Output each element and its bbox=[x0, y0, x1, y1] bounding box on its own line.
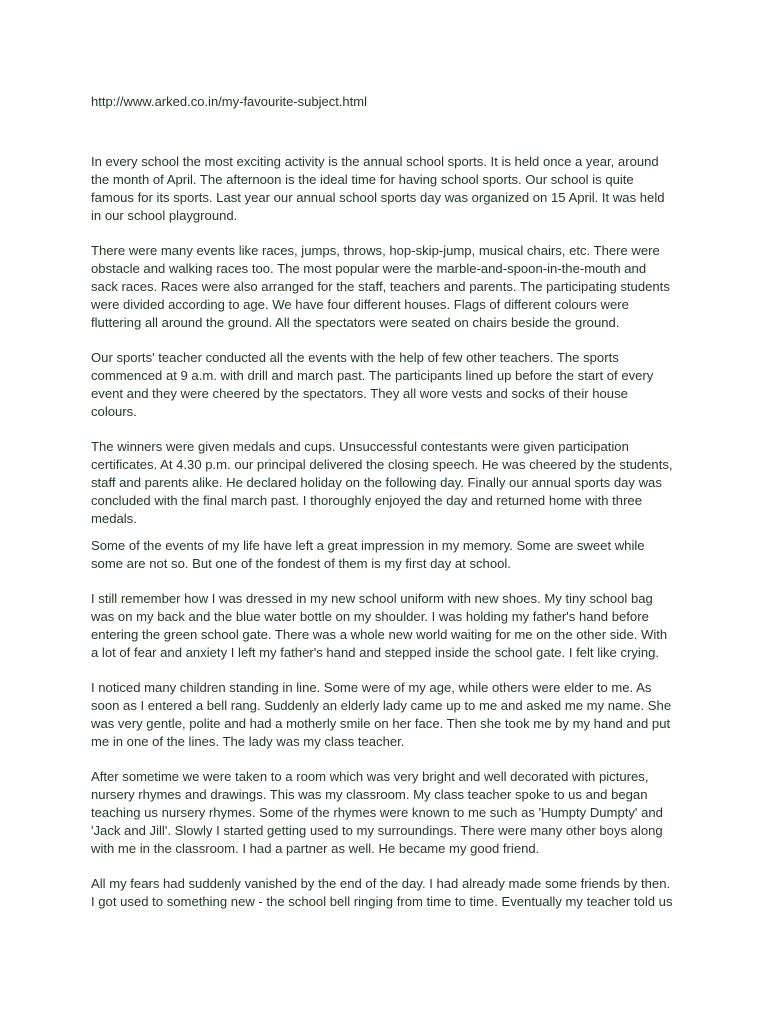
text-line: commenced at 9 a.m. with drill and march past. The participants lined up before the start of every bbox=[91, 368, 654, 383]
text-line: 'Jack and Jill'. Slowly I started getting used to my surroundings. There were many other boys along bbox=[91, 823, 663, 838]
paragraph-4 bbox=[91, 438, 691, 528]
text-line: colours. bbox=[91, 404, 137, 419]
text-line: was very gentle, polite and had a motherly smile on her face. Then she took me by my hand and put bbox=[91, 716, 671, 731]
text-line: There were many events like races, jumps, throws, hop-skip-jump, musical chairs, etc. There were bbox=[91, 243, 660, 258]
text-line: staff and parents alike. He declared holiday on the following day. Finally our annual sports day was bbox=[91, 475, 662, 490]
text-line: concluded with the final march past. I thoroughly enjoyed the day and returned home with three bbox=[91, 493, 642, 508]
text-line: were divided according to age. We have four different houses. Flags of different colours were bbox=[91, 297, 629, 312]
text-line: event and they were cheered by the spectators. They all wore vests and socks of their house bbox=[91, 386, 628, 401]
text-line: In every school the most exciting activity is the annual school sports. It is held once a year, around bbox=[91, 154, 659, 169]
text-line: medals. bbox=[91, 511, 137, 526]
text-line: I still remember how I was dressed in my new school uniform with new shoes. My tiny school bag bbox=[91, 591, 653, 606]
paragraph-1 bbox=[91, 153, 691, 225]
text-line: The winners were given medals and cups. Unsuccessful contestants were given participation bbox=[91, 439, 629, 454]
paragraph-3 bbox=[91, 349, 691, 421]
text-line: the month of April. The afternoon is the ideal time for having school sports. Our school is quite bbox=[91, 172, 634, 187]
text-line: sack races. Races were also arranged for the staff, teachers and parents. The participating students bbox=[91, 279, 670, 294]
text-line: entering the green school gate. There was a whole new world waiting for me on the other side. With bbox=[91, 627, 668, 642]
text-line: me in one of the lines. The lady was my class teacher. bbox=[91, 734, 405, 749]
text-line: I got used to something new - the school bell ringing from time to time. Eventually my teacher told us bbox=[91, 894, 673, 909]
text-line: All my fears had suddenly vanished by the end of the day. I had already made some friends by then. bbox=[91, 876, 671, 891]
paragraph-2 bbox=[91, 242, 691, 332]
text-line: a lot of fear and anxiety I left my father's hand and stepped inside the school gate. I felt like crying. bbox=[91, 645, 660, 660]
paragraph-9 bbox=[91, 875, 691, 911]
text-line: certificates. At 4.30 p.m. our principal delivered the closing speech. He was cheered by the students, bbox=[91, 457, 673, 472]
document-body bbox=[91, 153, 691, 928]
text-line: teaching us nursery rhymes. Some of the rhymes were known to me such as 'Humpty Dumpty' and bbox=[91, 805, 663, 820]
text-line: was on my back and the blue water bottle on my shoulder. I was holding my father's hand before bbox=[91, 609, 649, 624]
text-line: I noticed many children standing in line. Some were of my age, while others were elder to me. As bbox=[91, 680, 652, 695]
paragraph-8 bbox=[91, 768, 691, 858]
text-line: in our school playground. bbox=[91, 208, 238, 223]
text-line: After sometime we were taken to a room which was very bright and well decorated with pictures, bbox=[91, 769, 649, 784]
text-line: with me in the classroom. I had a partner as well. He became my good friend. bbox=[91, 841, 540, 856]
paragraph-6 bbox=[91, 590, 691, 662]
text-line: Some of the events of my life have left a great impression in my memory. Some are sweet while bbox=[91, 538, 645, 553]
source-url: http://www.arked.co.in/my-favourite-subject.html bbox=[91, 94, 367, 109]
paragraph-5 bbox=[91, 537, 691, 573]
text-line: some are not so. But one of the fondest of them is my first day at school. bbox=[91, 556, 511, 571]
paragraph-7 bbox=[91, 679, 691, 751]
text-line: obstacle and walking races too. The most popular were the marble-and-spoon-in-the-mouth and bbox=[91, 261, 647, 276]
text-line: nursery rhymes and drawings. This was my classroom. My class teacher spoke to us and began bbox=[91, 787, 648, 802]
text-line: soon as I entered a bell rang. Suddenly an elderly lady came up to me and asked me my name. She bbox=[91, 698, 672, 713]
text-line: fluttering all around the ground. All the spectators were seated on chairs beside the ground. bbox=[91, 315, 620, 330]
text-line: Our sports' teacher conducted all the events with the help of few other teachers. The sports bbox=[91, 350, 619, 365]
text-line: famous for its sports. Last year our annual school sports day was organized on 15 April. It was held bbox=[91, 190, 665, 205]
